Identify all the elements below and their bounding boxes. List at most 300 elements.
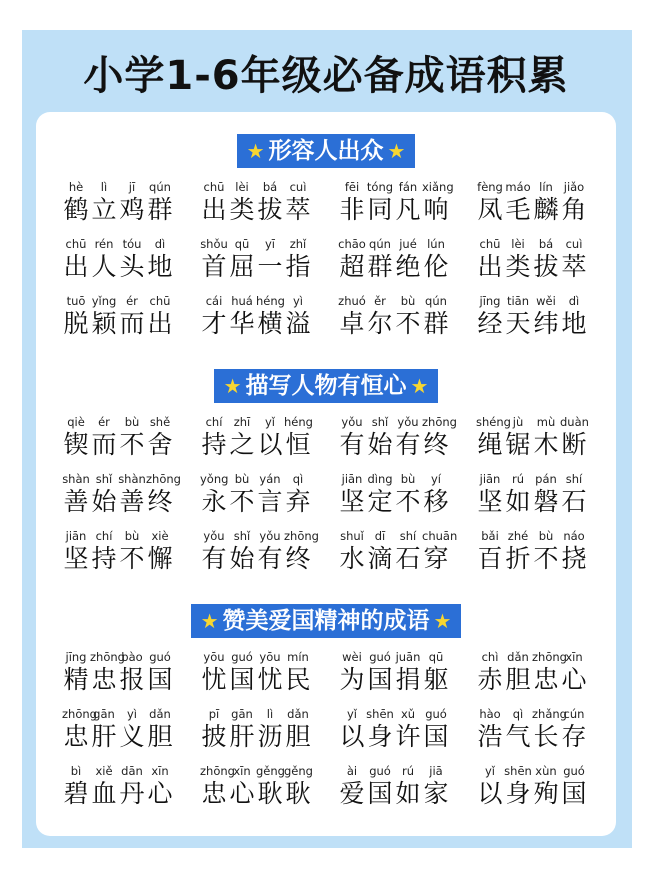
pinyin: jiā (429, 764, 443, 778)
character-row (338, 252, 464, 281)
hanzi-character: 胆 (505, 665, 531, 694)
hanzi-character: 国 (147, 665, 173, 694)
hanzi-character: 一 (257, 252, 283, 281)
pinyin-row (62, 294, 188, 309)
character-row (200, 779, 326, 808)
idiom-item (200, 472, 326, 516)
hanzi-character: 不 (395, 309, 421, 338)
hanzi-character: 百 (477, 544, 503, 573)
pinyin: lì (100, 180, 108, 194)
pinyin: yōu (259, 650, 281, 664)
pinyin: zhōng (422, 415, 457, 429)
hanzi-character: 地 (147, 252, 173, 281)
pinyin: dìng (367, 472, 393, 486)
hanzi-character: 舍 (147, 430, 173, 459)
pinyin: tóu (122, 237, 142, 251)
character-row (338, 487, 464, 516)
pinyin: shǐ (371, 415, 389, 429)
idiom-item (200, 180, 326, 224)
pinyin: yǐng (91, 294, 117, 308)
hanzi-character: 立 (91, 195, 117, 224)
hanzi-character: 沥 (257, 722, 283, 751)
idiom-item (476, 237, 602, 281)
hanzi-character: 有 (257, 544, 283, 573)
character-row (200, 722, 326, 751)
hanzi-character: 精 (63, 665, 89, 694)
hanzi-character: 如 (505, 487, 531, 516)
hanzi-character: 折 (505, 544, 531, 573)
pinyin: jiān (479, 472, 501, 486)
idiom-item (476, 650, 602, 694)
hanzi-character: 肝 (91, 722, 117, 751)
idiom-item (200, 237, 326, 281)
hanzi-character: 超 (339, 252, 365, 281)
pinyin: dǎn (507, 650, 529, 664)
pinyin-row (338, 180, 464, 195)
idiom-item (476, 529, 602, 573)
hanzi-character: 身 (505, 779, 531, 808)
hanzi-character: 许 (395, 722, 421, 751)
hanzi-character: 以 (257, 430, 283, 459)
pinyin: bá (262, 180, 278, 194)
hanzi-character: 头 (119, 252, 145, 281)
pinyin: jīng (65, 650, 87, 664)
pinyin: ài (346, 764, 358, 778)
pinyin: bù (400, 472, 416, 486)
hanzi-character: 水 (339, 544, 365, 573)
section-outstanding-people (36, 134, 616, 338)
pinyin: chí (205, 415, 223, 429)
pinyin: guó (149, 650, 171, 664)
idiom-item (476, 294, 602, 338)
pinyin-row (62, 764, 188, 779)
hanzi-character: 永 (201, 487, 227, 516)
hanzi-character: 华 (229, 309, 255, 338)
idiom-item (62, 415, 188, 459)
pinyin: qū (428, 650, 444, 664)
hanzi-character: 绳 (477, 430, 503, 459)
pinyin: jiān (341, 472, 363, 486)
idiom-item (338, 764, 464, 808)
hanzi-character: 出 (147, 309, 173, 338)
character-row (338, 665, 464, 694)
hanzi-character: 忠 (533, 665, 559, 694)
hanzi-character: 胆 (147, 722, 173, 751)
idiom-item (476, 707, 602, 751)
star-icon: ★ (410, 374, 429, 398)
pinyin-row (476, 180, 602, 195)
pinyin: guó (369, 764, 391, 778)
pinyin: qún (369, 237, 391, 251)
hanzi-character: 以 (339, 722, 365, 751)
hanzi-character: 懈 (147, 544, 173, 573)
idiom-item (200, 707, 326, 751)
pinyin: lèi (511, 237, 525, 251)
hanzi-character: 鸡 (119, 195, 145, 224)
hanzi-character: 为 (339, 665, 365, 694)
section-heading: 赞美爱国精神的成语 (222, 608, 430, 634)
pinyin-row (62, 415, 188, 430)
pinyin-row (338, 529, 464, 544)
hanzi-character: 忧 (201, 665, 227, 694)
pinyin: yǒng (200, 472, 229, 486)
character-row (338, 309, 464, 338)
pinyin: xǔ (400, 707, 416, 721)
hanzi-character: 弃 (285, 487, 311, 516)
hanzi-character: 麟 (533, 195, 559, 224)
pinyin: dì (154, 237, 166, 251)
pinyin: yǒu (397, 415, 419, 429)
pinyin-row (62, 529, 188, 544)
character-row (62, 430, 188, 459)
hanzi-character: 持 (201, 430, 227, 459)
hanzi-character: 而 (91, 430, 117, 459)
idiom-item (338, 707, 464, 751)
idiom-item (338, 294, 464, 338)
pinyin-row (338, 415, 464, 430)
pinyin: xīn (233, 764, 251, 778)
hanzi-character: 萃 (561, 252, 587, 281)
hanzi-character: 家 (423, 779, 449, 808)
hanzi-character: 磐 (533, 487, 559, 516)
hanzi-character: 毛 (505, 195, 531, 224)
hanzi-character: 捐 (395, 665, 421, 694)
pinyin-row (62, 237, 188, 252)
pinyin: qún (425, 294, 447, 308)
pinyin: gěng (284, 764, 313, 778)
pinyin: chuān (422, 529, 458, 543)
hanzi-character: 坚 (339, 487, 365, 516)
hanzi-character: 坚 (477, 487, 503, 516)
pinyin: tuō (66, 294, 86, 308)
pinyin: yán (259, 472, 281, 486)
pinyin-row (200, 764, 326, 779)
hanzi-character: 心 (147, 779, 173, 808)
pinyin: mù (536, 415, 556, 429)
pinyin-row (476, 415, 602, 430)
hanzi-character: 血 (91, 779, 117, 808)
star-icon: ★ (200, 609, 219, 633)
pinyin: jiān (65, 529, 87, 543)
hanzi-character: 锯 (505, 430, 531, 459)
hanzi-character: 不 (229, 487, 255, 516)
pinyin: zhǐ (289, 237, 307, 251)
idiom-item (476, 415, 602, 459)
hanzi-character: 移 (423, 487, 449, 516)
pinyin: shéng (476, 415, 511, 429)
hanzi-character: 国 (229, 665, 255, 694)
hanzi-character: 木 (533, 430, 559, 459)
character-row (476, 544, 602, 573)
idiom-item (62, 529, 188, 573)
hanzi-character: 赤 (477, 665, 503, 694)
character-row (200, 665, 326, 694)
pinyin: ér (126, 294, 138, 308)
hanzi-character: 纬 (533, 309, 559, 338)
pinyin: yì (292, 294, 303, 308)
pinyin: cái (205, 294, 223, 308)
pinyin-row (62, 707, 188, 722)
pinyin: pī (208, 707, 220, 721)
pinyin: mín (287, 650, 309, 664)
pinyin: wěi (536, 294, 556, 308)
hanzi-character: 不 (119, 544, 145, 573)
pinyin: yì (126, 707, 137, 721)
hanzi-character: 出 (63, 252, 89, 281)
character-row (476, 722, 602, 751)
hanzi-character: 出 (201, 195, 227, 224)
hanzi-character: 脱 (63, 309, 89, 338)
hanzi-character: 非 (339, 195, 365, 224)
star-icon: ★ (433, 609, 452, 633)
hanzi-character: 国 (423, 722, 449, 751)
pinyin: dì (568, 294, 580, 308)
hanzi-character: 挠 (561, 544, 587, 573)
pinyin: xiě (95, 764, 113, 778)
hanzi-character: 溢 (285, 309, 311, 338)
pinyin: chì (481, 650, 499, 664)
hanzi-character: 终 (285, 544, 311, 573)
pinyin: yī (264, 237, 275, 251)
hanzi-character: 丹 (119, 779, 145, 808)
hanzi-character: 横 (257, 309, 283, 338)
hanzi-character: 忠 (91, 665, 117, 694)
hanzi-character: 善 (119, 487, 145, 516)
pinyin-row (476, 707, 602, 722)
idiom-grid (36, 650, 616, 808)
idiom-item (338, 415, 464, 459)
pinyin: wèi (342, 650, 362, 664)
pinyin: qū (234, 237, 250, 251)
hanzi-character: 存 (561, 722, 587, 751)
pinyin-row (338, 707, 464, 722)
hanzi-character: 言 (257, 487, 283, 516)
hanzi-character: 始 (229, 544, 255, 573)
pinyin-row (476, 294, 602, 309)
pinyin: jué (399, 237, 417, 251)
pinyin: chū (149, 294, 171, 308)
pinyin: bù (234, 472, 250, 486)
hanzi-character: 坚 (63, 544, 89, 573)
pinyin-row (338, 764, 464, 779)
pinyin: xīn (151, 764, 169, 778)
pinyin: zhǎng (532, 707, 567, 721)
pinyin: qì (512, 707, 524, 721)
pinyin: bào (121, 650, 143, 664)
pinyin-row (62, 650, 188, 665)
pinyin: qún (149, 180, 171, 194)
pinyin: yǒu (259, 529, 281, 543)
hanzi-character: 气 (505, 722, 531, 751)
idiom-grid (36, 415, 616, 573)
hanzi-character: 善 (63, 487, 89, 516)
pinyin: zhōng (532, 650, 567, 664)
hanzi-character: 天 (505, 309, 531, 338)
hanzi-character: 以 (477, 779, 503, 808)
pinyin: shàn (62, 472, 90, 486)
pinyin: ěr (374, 294, 386, 308)
hanzi-character: 响 (423, 195, 449, 224)
pinyin-row (338, 650, 464, 665)
hanzi-character: 有 (339, 430, 365, 459)
hanzi-character: 类 (229, 195, 255, 224)
pinyin: bì (70, 764, 82, 778)
pinyin: jīng (479, 294, 501, 308)
hanzi-character: 断 (561, 430, 587, 459)
hanzi-character: 国 (367, 779, 393, 808)
pinyin: bù (124, 529, 140, 543)
pinyin: máo (505, 180, 531, 194)
hanzi-character: 碧 (63, 779, 89, 808)
character-row (200, 430, 326, 459)
star-icon: ★ (246, 139, 265, 163)
hanzi-character: 不 (533, 544, 559, 573)
idiom-item (476, 472, 602, 516)
hanzi-character: 肝 (229, 722, 255, 751)
hanzi-character: 殉 (533, 779, 559, 808)
pinyin: zhuó (338, 294, 366, 308)
hanzi-character: 国 (561, 779, 587, 808)
hanzi-character: 群 (367, 252, 393, 281)
hanzi-character: 首 (201, 252, 227, 281)
pinyin: héng (284, 415, 313, 429)
pinyin: fèng (477, 180, 503, 194)
hanzi-character: 绝 (395, 252, 421, 281)
pinyin-row (476, 650, 602, 665)
pinyin: zhōng (284, 529, 319, 543)
character-row (200, 487, 326, 516)
pinyin: shēn (504, 764, 532, 778)
section-patriotism (36, 604, 616, 808)
pinyin: qì (292, 472, 304, 486)
section-heading: 形容人出众 (268, 138, 384, 164)
pinyin: dī (374, 529, 386, 543)
hanzi-character: 锲 (63, 430, 89, 459)
hanzi-character: 穿 (423, 544, 449, 573)
idiom-item (338, 472, 464, 516)
pinyin: jù (512, 415, 524, 429)
idiom-item (338, 180, 464, 224)
pinyin-row (200, 180, 326, 195)
pinyin: yǐ (264, 415, 275, 429)
hanzi-character: 始 (91, 487, 117, 516)
pinyin: shēn (366, 707, 394, 721)
idiom-item (62, 764, 188, 808)
pinyin: shě (149, 415, 171, 429)
pinyin: duàn (560, 415, 589, 429)
pinyin: lín (539, 180, 553, 194)
pinyin: yǒu (203, 529, 225, 543)
idiom-item (200, 294, 326, 338)
pinyin: chū (65, 237, 87, 251)
character-row (338, 195, 464, 224)
hanzi-character: 披 (201, 722, 227, 751)
star-icon: ★ (223, 374, 242, 398)
pinyin-row (338, 294, 464, 309)
pinyin: yōu (203, 650, 225, 664)
pinyin-row (200, 472, 326, 487)
pinyin: yǒu (341, 415, 363, 429)
pinyin: rú (401, 764, 415, 778)
pinyin: chū (479, 237, 501, 251)
pinyin: cuì (289, 180, 307, 194)
pinyin: cuì (565, 237, 583, 251)
hanzi-character: 伦 (423, 252, 449, 281)
hanzi-character: 而 (119, 309, 145, 338)
star-icon: ★ (387, 139, 406, 163)
pinyin: xiè (151, 529, 169, 543)
hanzi-character: 不 (395, 487, 421, 516)
pinyin: chāo (338, 237, 366, 251)
pinyin: zhōng (200, 764, 235, 778)
pinyin: hè (68, 180, 84, 194)
pinyin-row (200, 707, 326, 722)
pinyin: rén (94, 237, 114, 251)
section-header (36, 134, 616, 168)
idiom-item (62, 237, 188, 281)
pinyin: bǎi (481, 529, 499, 543)
pinyin-row (200, 650, 326, 665)
pinyin: zhōng (90, 650, 125, 664)
pinyin: shí (565, 472, 583, 486)
character-row (338, 430, 464, 459)
pinyin-row (476, 764, 602, 779)
character-row (62, 309, 188, 338)
hanzi-character: 耿 (257, 779, 283, 808)
pinyin: dān (121, 764, 143, 778)
character-row (62, 779, 188, 808)
pinyin: yǐ (346, 707, 357, 721)
section-banner (191, 604, 462, 638)
idiom-item (338, 529, 464, 573)
hanzi-character: 忠 (201, 779, 227, 808)
pinyin: héng (256, 294, 285, 308)
pinyin: chí (95, 529, 113, 543)
pinyin-row (62, 180, 188, 195)
pinyin-row (338, 237, 464, 252)
pinyin-row (200, 415, 326, 430)
pinyin: shǐ (95, 472, 113, 486)
idiom-item (200, 415, 326, 459)
character-row (62, 665, 188, 694)
character-row (476, 195, 602, 224)
hanzi-character: 经 (477, 309, 503, 338)
section-heading: 描写人物有恒心 (245, 373, 407, 399)
character-row (476, 252, 602, 281)
idiom-item (62, 707, 188, 751)
page-title: 小学1-6年级必备成语积累 (83, 53, 569, 99)
pinyin: fán (398, 180, 418, 194)
character-row (338, 779, 464, 808)
pinyin-row (62, 472, 188, 487)
pinyin: dǎn (149, 707, 171, 721)
hanzi-character: 终 (423, 430, 449, 459)
section-perseverance (36, 369, 616, 573)
pinyin: bá (538, 237, 554, 251)
hanzi-character: 才 (201, 309, 227, 338)
pinyin: juān (395, 650, 421, 664)
pinyin: yí (430, 472, 441, 486)
pinyin: shǒu (200, 237, 228, 251)
hanzi-character: 躯 (423, 665, 449, 694)
idiom-item (476, 180, 602, 224)
pinyin-row (200, 294, 326, 309)
hanzi-character: 义 (119, 722, 145, 751)
pinyin: tóng (366, 180, 394, 194)
hanzi-character: 有 (395, 430, 421, 459)
hanzi-character: 有 (201, 544, 227, 573)
pinyin: pán (535, 472, 557, 486)
